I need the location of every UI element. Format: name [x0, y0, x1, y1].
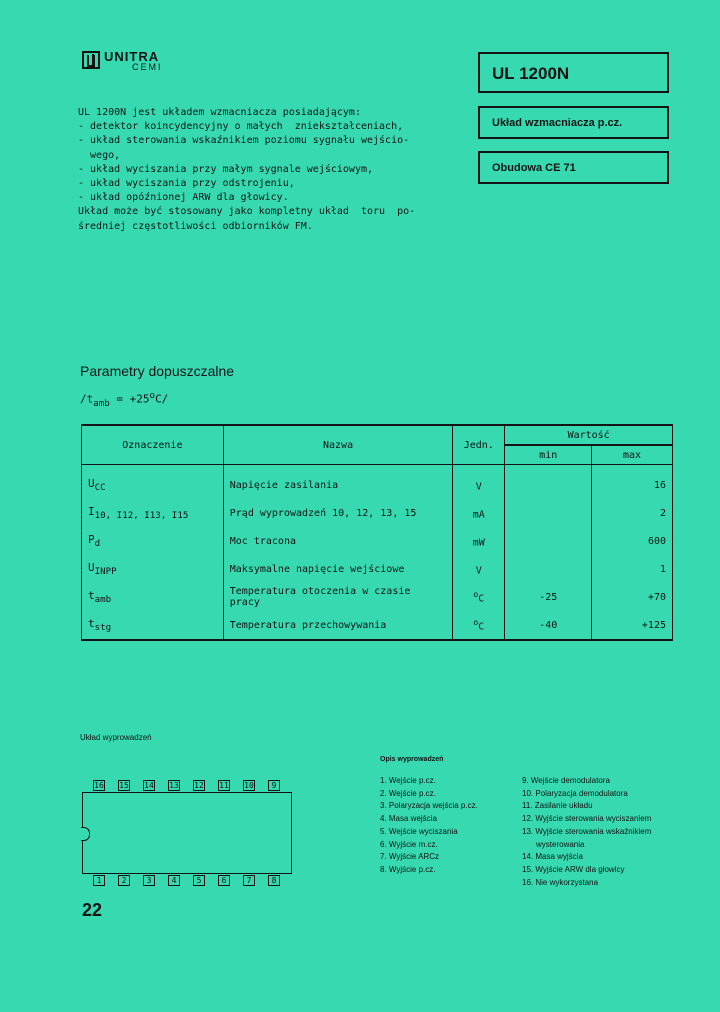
condition-sup: o	[149, 390, 156, 401]
table-row	[82, 465, 673, 500]
param-unit: mW	[472, 537, 485, 549]
param-unit: V	[475, 565, 482, 577]
pin-13: 13	[169, 781, 179, 790]
package-box: Obudowa CE 71	[478, 151, 669, 184]
intro-line: Układ może być stosowany jako kompletny układ toru po-	[78, 206, 416, 218]
param-symbol: I	[88, 504, 95, 518]
pin-description: 4. Masa wejścia	[380, 814, 437, 824]
pin-description: 11. Zasilanie układu	[522, 801, 593, 811]
condition-value: = +25	[109, 392, 150, 406]
ambient-condition	[80, 390, 168, 409]
param-max: +125	[592, 611, 673, 640]
intro-line: średniej częstotliwości odbiorników FM.	[78, 220, 313, 232]
param-name: Maksymalne napięcie wejściowe	[223, 555, 453, 583]
pin-2: 2	[118, 875, 130, 886]
header-value: Wartość	[505, 425, 673, 445]
pin-9: 9	[268, 780, 280, 791]
pin-description: 15. Wyjście ARW dla głowicy	[522, 864, 625, 874]
table-row	[82, 583, 673, 611]
pin-7: 7	[243, 875, 255, 886]
pin-descriptions-right	[522, 775, 651, 889]
section-title: Parametry dopuszczalne	[80, 363, 235, 379]
param-symbol-sub: amb	[94, 594, 112, 606]
pin-3: 3	[143, 875, 155, 886]
param-unit: mA	[472, 509, 485, 521]
param-unit-sup: o	[473, 617, 479, 628]
pin-description: 7. Wyjście ARCz	[380, 852, 440, 862]
param-symbol: t	[88, 616, 95, 630]
param-symbol-sub: d	[94, 538, 101, 550]
intro-line: - układ opóźnionej ARW dla głowicy.	[78, 192, 289, 204]
intro-line: - układ sterowania wskaźnikiem poziomu sygnału wejścio-	[78, 135, 410, 147]
param-symbol-sub: CC	[94, 482, 106, 494]
param-min	[505, 465, 592, 500]
unitra-cemi-logo	[82, 48, 172, 74]
table-row	[82, 555, 673, 583]
header-max: max	[592, 445, 673, 465]
param-max: 600	[592, 527, 673, 555]
pin-description: 3. Polaryzacja wejścia p.cz.	[380, 801, 478, 811]
header-min: min	[505, 445, 592, 465]
part-number-box: UL 1200N	[478, 52, 669, 93]
param-symbol: t	[88, 588, 95, 602]
condition-prefix: /t	[80, 392, 94, 406]
param-name: Napięcie zasilania	[223, 465, 453, 500]
pin-description: 12. Wyjście sterowania wyciszaniem	[522, 814, 652, 824]
header-name: Nazwa	[223, 425, 453, 465]
param-symbol-sub: 10, I12, I13, I15	[94, 510, 189, 522]
param-min	[505, 499, 592, 527]
param-name: Prąd wyprowadzeń 10, 12, 13, 15	[223, 499, 453, 527]
param-min: -25	[505, 583, 592, 611]
table-row	[82, 611, 673, 640]
pin-description: 8. Wyjście p.cz.	[380, 864, 436, 874]
param-max: 16	[592, 465, 673, 500]
page-number: 22	[82, 900, 103, 920]
param-min: -40	[505, 611, 592, 640]
logo-sub-brand: CEMI	[132, 62, 163, 72]
pin-description: 5. Wejście wyciszania	[380, 826, 458, 836]
param-max: 1	[592, 555, 673, 583]
pin-description: 9. Wejście demodulatora	[522, 776, 610, 785]
param-min	[505, 527, 592, 555]
parameters-table	[81, 424, 673, 641]
param-min	[505, 555, 592, 583]
intro-description	[78, 106, 478, 234]
table-row	[82, 527, 673, 555]
pinout-title: Układ wyprowadzeń	[80, 733, 152, 742]
condition-suffix: C/	[155, 392, 169, 406]
pin-description: 13. Wyjście sterowania wskaźnikiem	[522, 826, 652, 836]
param-unit: C	[478, 593, 485, 605]
pin-15: 15	[119, 781, 129, 790]
param-max: 2	[592, 499, 673, 527]
header-designation: Oznaczenie	[82, 425, 224, 465]
param-max: +70	[592, 583, 673, 611]
param-unit: C	[478, 621, 485, 633]
param-name: Temperatura otoczenia w czasie pracy	[223, 583, 453, 611]
pin-description: 1. Wejście p.cz.	[380, 776, 436, 785]
pin-1: 1	[93, 875, 105, 886]
pin-description: 6. Wyjście m.cz.	[380, 839, 438, 849]
param-unit: V	[475, 481, 482, 493]
package-notch	[81, 827, 90, 841]
param-symbol-sub: stg	[94, 622, 112, 634]
param-symbol: U	[88, 476, 95, 490]
condition-sub: amb	[93, 397, 110, 409]
pin-description: 2. Wejście p.cz.	[380, 788, 436, 798]
intro-line: wego,	[78, 149, 121, 161]
intro-line: - układ wyciszania przy małym sygnale wejściowym,	[78, 163, 374, 175]
pin-descriptions-title: Opis wyprowadzeń	[380, 756, 444, 763]
pin-description: 14. Masa wyjścia	[522, 852, 583, 862]
param-symbol: P	[88, 532, 95, 546]
param-unit-sup: o	[473, 589, 479, 600]
pin-4: 4	[168, 875, 180, 886]
device-type-box: Układ wzmacniacza p.cz.	[478, 106, 669, 139]
unitra-logo-icon	[82, 51, 100, 69]
param-name: Moc tracona	[223, 527, 453, 555]
header-unit: Jedn.	[453, 425, 505, 465]
pin-description: 16. Nie wykorzystana	[522, 877, 599, 887]
pin-11: 11	[219, 781, 229, 790]
intro-line: - detektor koincydencyjny o małych zniekształceniach,	[78, 121, 404, 133]
logo-brand: UNITRA	[104, 49, 160, 64]
pin-description: 10. Polaryzacja demodulatora	[522, 788, 628, 798]
ic-package-diagram	[82, 781, 292, 885]
pin-descriptions-left	[380, 775, 478, 877]
pin-description: wysterowania	[536, 839, 585, 849]
intro-line: UL 1200N jest układem wzmacniacza posiadającym:	[78, 107, 361, 118]
pin-8: 8	[268, 875, 280, 886]
pin-12: 12	[194, 781, 204, 790]
pin-6: 6	[218, 875, 230, 886]
pin-14: 14	[144, 781, 154, 790]
pin-10: 10	[244, 781, 254, 790]
pin-16: 16	[94, 781, 104, 790]
param-name: Temperatura przechowywania	[223, 611, 453, 640]
pin-5: 5	[193, 875, 205, 886]
param-symbol-sub: INPP	[94, 566, 117, 578]
table-row	[82, 499, 673, 527]
param-symbol: U	[88, 560, 95, 574]
intro-line: - układ wyciszania przy odstrojeniu,	[78, 178, 295, 190]
